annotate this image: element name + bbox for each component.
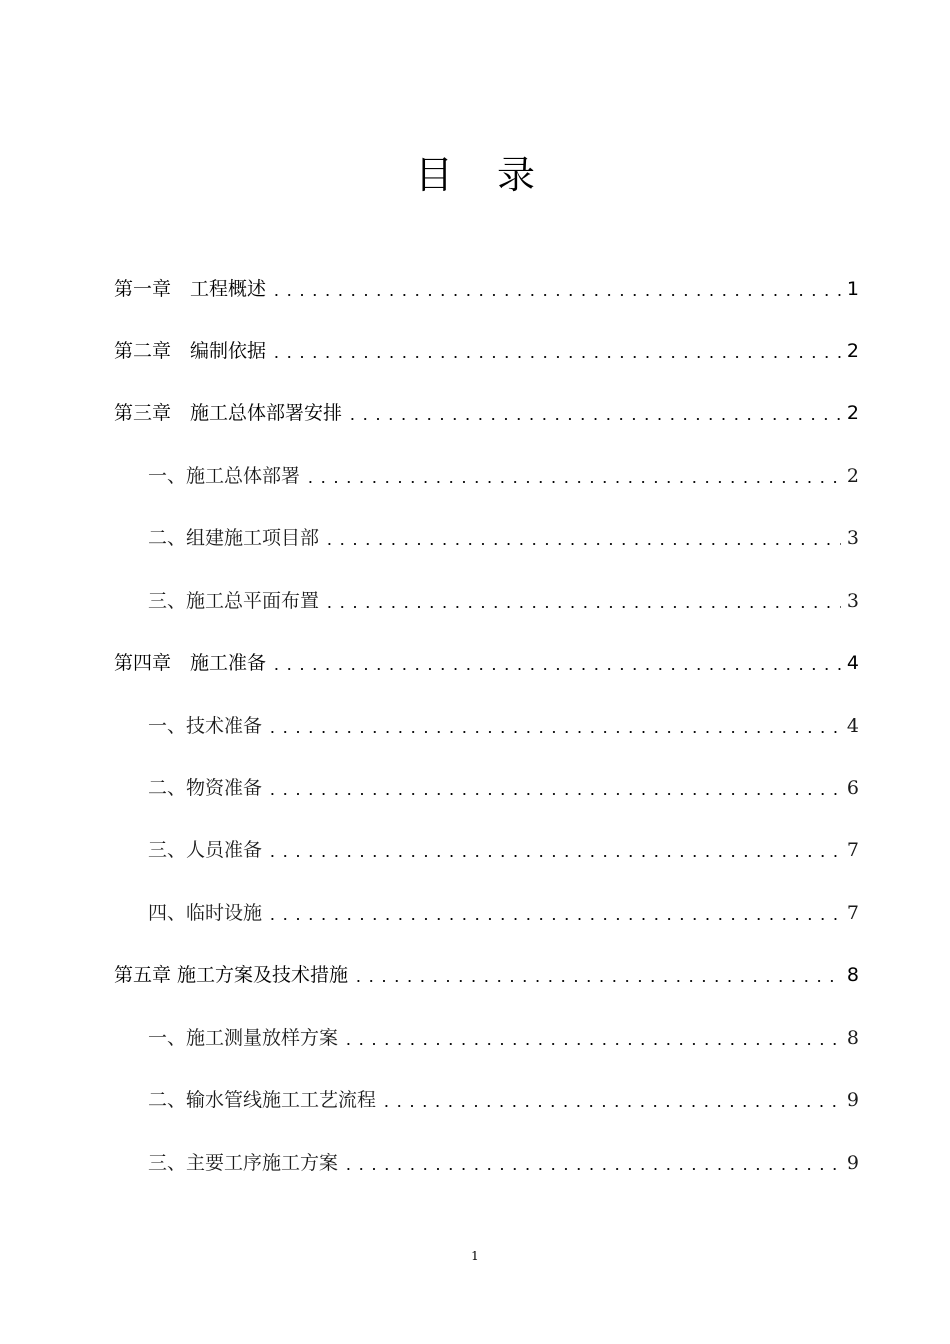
toc-entry-section-5-2[interactable] <box>148 1083 859 1113</box>
toc-entry-chapter-3[interactable] <box>114 396 859 426</box>
toc-entry-section-4-3[interactable] <box>148 833 859 863</box>
toc-entry-label: 三、人员准备 <box>148 839 263 861</box>
toc-dot-leader <box>346 418 841 420</box>
toc-entry-section-5-1[interactable] <box>148 1021 859 1051</box>
toc-entry-page: 3 <box>846 527 859 549</box>
toc-entry-label: 三、施工总平面布置 <box>148 590 320 612</box>
toc-entry-page: 2 <box>846 402 859 424</box>
toc-entry-section-3-3[interactable] <box>148 584 859 614</box>
toc-dot-leader <box>266 731 841 733</box>
toc-entry-page: 6 <box>846 777 859 799</box>
toc-entry-page: 4 <box>846 715 859 737</box>
toc-entry-section-5-3[interactable] <box>148 1146 859 1176</box>
toc-entry-label: 第二章 编制依据 <box>114 340 267 362</box>
toc-dot-leader <box>266 793 841 795</box>
toc-dot-leader <box>342 1043 841 1045</box>
toc-entry-page: 8 <box>846 1027 859 1049</box>
toc-entry-label: 一、施工测量放样方案 <box>148 1027 339 1049</box>
toc-entry-label: 二、输水管线施工工艺流程 <box>148 1089 377 1111</box>
toc-dot-leader <box>304 481 841 483</box>
toc-entry-section-4-1[interactable] <box>148 709 859 739</box>
toc-entry-label: 第四章 施工准备 <box>114 652 267 674</box>
toc-dot-leader <box>352 980 841 982</box>
toc-entry-section-3-1[interactable] <box>148 459 859 489</box>
toc-entry-page: 7 <box>846 902 859 924</box>
toc-dot-leader <box>342 1168 841 1170</box>
footer-page-number: 1 <box>471 1249 479 1263</box>
toc-entry-page: 3 <box>846 590 859 612</box>
toc-entry-chapter-5[interactable] <box>114 958 859 988</box>
toc-dot-leader <box>270 294 841 296</box>
toc-entry-label: 三、主要工序施工方案 <box>148 1152 339 1174</box>
toc-dot-leader <box>380 1105 841 1107</box>
toc-entry-chapter-1[interactable] <box>114 272 859 302</box>
toc-entry-section-4-4[interactable] <box>148 896 859 926</box>
toc-entry-label: 四、临时设施 <box>148 902 263 924</box>
toc-entry-page: 1 <box>846 278 859 300</box>
toc-entry-section-4-2[interactable] <box>148 771 859 801</box>
toc-dot-leader <box>323 543 841 545</box>
toc-entry-chapter-2[interactable] <box>114 334 859 364</box>
toc-dot-leader <box>270 668 841 670</box>
toc-entry-label: 第五章 施工方案及技术措施 <box>114 964 349 986</box>
page-title: 目录 <box>414 153 579 197</box>
toc-entry-page: 8 <box>846 964 859 986</box>
toc-entry-page: 7 <box>846 839 859 861</box>
toc-entry-label: 二、组建施工项目部 <box>148 527 320 549</box>
toc-entry-label: 第三章 施工总体部署安排 <box>114 402 343 424</box>
toc-entry-label: 一、施工总体部署 <box>148 465 301 487</box>
toc-entry-chapter-4[interactable] <box>114 646 859 676</box>
toc-entry-label: 第一章 工程概述 <box>114 278 267 300</box>
toc-entry-page: 2 <box>846 340 859 362</box>
toc-entry-label: 一、技术准备 <box>148 715 263 737</box>
toc-entry-page: 4 <box>846 652 859 674</box>
toc-entry-page: 2 <box>846 465 859 487</box>
toc-entry-page: 9 <box>846 1152 859 1174</box>
toc-dot-leader <box>266 918 841 920</box>
toc-entry-page: 9 <box>846 1089 859 1111</box>
toc-dot-leader <box>270 356 841 358</box>
toc-dot-leader <box>323 606 841 608</box>
toc-dot-leader <box>266 855 841 857</box>
toc-entry-section-3-2[interactable] <box>148 521 859 551</box>
toc-entry-label: 二、物资准备 <box>148 777 263 799</box>
